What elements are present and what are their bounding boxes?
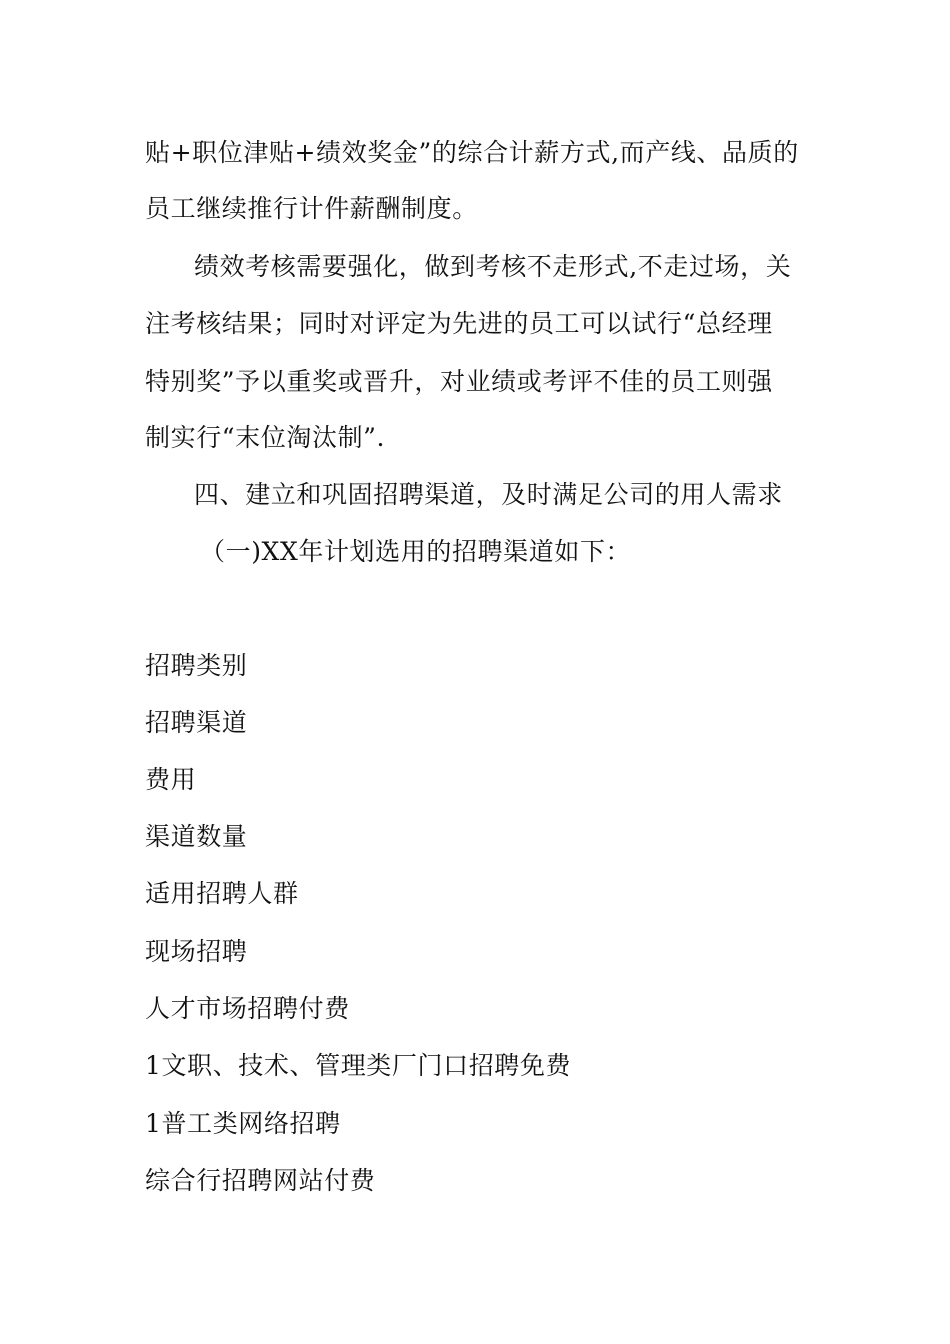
table-item-talent-market: 人才市场招聘付费 xyxy=(145,994,350,1023)
table-item-onsite: 现场招聘 xyxy=(145,937,248,966)
paragraph-2-line-2: 注考核结果；同时对评定为先进的员工可以试行“总经理 xyxy=(145,309,773,338)
paragraph-1-line-2: 员工继续推行计件薪酬制度。 xyxy=(145,194,478,223)
table-item-category: 招聘类别 xyxy=(145,651,248,680)
table-item-channel: 招聘渠道 xyxy=(145,708,248,737)
subsection-heading: （一)XX年计划选用的招聘渠道如下： xyxy=(200,537,632,566)
table-item-clerical: 1文职、技术、管理类厂门口招聘免费 xyxy=(145,1051,572,1080)
paragraph-2-line-3: 特别奖”予以重奖或晋升，对业绩或考评不佳的员工则强 xyxy=(145,367,773,396)
table-item-recruit-website: 综合行招聘网站付费 xyxy=(145,1166,376,1195)
paragraph-1-line-1: 贴+职位津贴+绩效奖金”的综合计薪方式,而产线、品质的 xyxy=(145,138,799,167)
paragraph-2-line-4: 制实行“末位淘汰制”. xyxy=(145,423,386,452)
paragraph-2-line-1: 绩效考核需要强化，做到考核不走形式,不走过场，关 xyxy=(194,252,792,281)
table-item-channel-count: 渠道数量 xyxy=(145,822,248,851)
section-heading: 四、建立和巩固招聘渠道，及时满足公司的用人需求 xyxy=(194,480,783,509)
table-item-target-group: 适用招聘人群 xyxy=(145,879,299,908)
table-item-general-worker: 1普工类网络招聘 xyxy=(145,1109,341,1138)
table-item-cost: 费用 xyxy=(145,765,197,794)
